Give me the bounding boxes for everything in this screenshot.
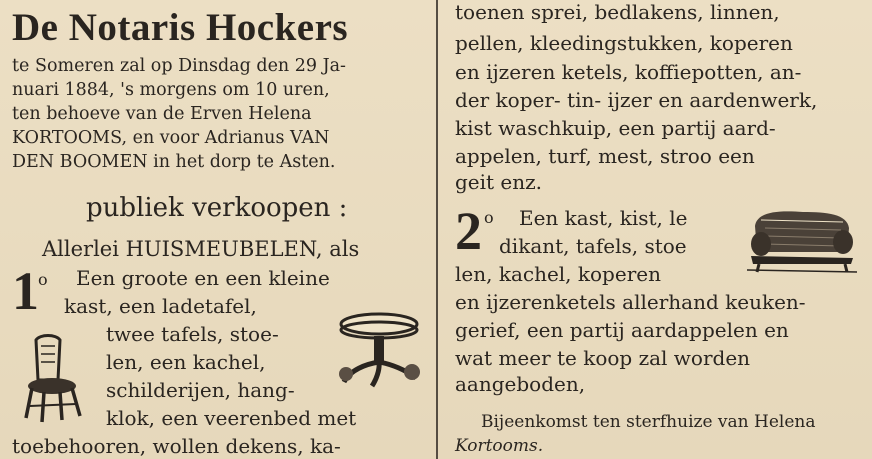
item2-line-7: aangeboden, (455, 372, 586, 396)
notice-title: De Notaris Hockers (12, 6, 349, 49)
item2-number: 2 (455, 201, 482, 261)
right-line-5: kist waschkuip, een partij aard- (455, 116, 776, 140)
item1-line-4: len, een kachel, (106, 350, 266, 374)
footer-line-2: Kortooms. (455, 436, 544, 456)
item2-line-6: wat meer te koop zal worden (455, 346, 751, 370)
left-column (12, 4, 422, 459)
round-table-illustration (336, 310, 422, 390)
item2-line-4: en ijzerenketels allerhand keuken- (455, 290, 806, 314)
right-column (455, 0, 867, 459)
sofa-illustration (747, 206, 857, 278)
column-divider (436, 0, 438, 459)
right-line-3: en ijzeren ketels, koffiepotten, an- (455, 60, 802, 84)
right-line-7: geit enz. (455, 170, 543, 194)
intro-line-4: KORTOOMS, en voor Adrianus VAN (12, 128, 330, 148)
item1-suffix: o (38, 270, 48, 289)
item2-line-1: Een kast, kist, le (519, 206, 688, 230)
item2-line-3: len, kachel, koperen (455, 262, 661, 286)
footer-line-1 (481, 410, 815, 434)
intro-line-5: DEN BOOMEN in het dorp te Asten. (12, 152, 336, 172)
item1-line-5: schilderijen, hang- (106, 378, 295, 402)
footer-text: Bijeenkomst ten sterfhuize van Helena (481, 412, 816, 432)
intro-line-1: te Someren zal op Dinsdag den 29 Ja- (12, 56, 346, 76)
item2-line-5: gerief, een partij aardappelen en (455, 318, 789, 342)
section-heading: publiek verkoopen : (86, 193, 348, 223)
item2-line-2: dikant, tafels, stoe (499, 234, 687, 258)
item1-line-6: klok, een veerenbed met (106, 406, 357, 430)
right-line-6: appelen, turf, mest, stroo een (455, 144, 755, 168)
item2-suffix: o (484, 208, 494, 227)
item1-line-7: toebehooren, wollen dekens, ka- (12, 434, 341, 458)
subheading: Allerlei HUISMEUBELEN, als (42, 237, 360, 261)
intro-line-2: nuari 1884, 's morgens om 10 uren, (12, 80, 330, 100)
right-line-1: toenen sprei, bedlakens, linnen, (455, 0, 780, 24)
chair-illustration (18, 332, 98, 424)
intro-line-3: ten behoeve van de Erven Helena (12, 104, 312, 124)
item1-line-2: kast, een ladetafel, (64, 294, 257, 318)
right-line-4: der koper- tin- ijzer en aardenwerk, (455, 88, 818, 112)
item1-number: 1 (12, 261, 39, 321)
right-line-2: pellen, kleedingstukken, koperen (455, 31, 793, 55)
item1-line-3: twee tafels, stoe- (106, 322, 279, 346)
item1-line-1: Een groote en een kleine (76, 266, 330, 290)
